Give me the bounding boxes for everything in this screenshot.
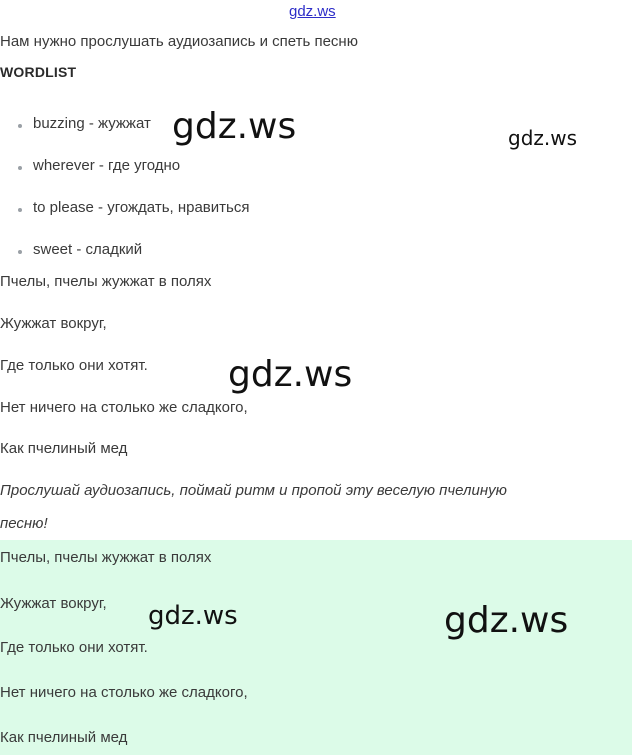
watermark: gdz.ws	[444, 600, 569, 641]
answer-line: Нет ничего на столько же сладкого,	[0, 684, 248, 701]
watermark: gdz.ws	[508, 126, 578, 150]
wordlist-heading: WORDLIST	[0, 64, 77, 80]
answer-line: Жужжат вокруг,	[0, 595, 107, 612]
answer-line: Как пчелиный мед	[0, 729, 128, 746]
watermark: gdz.ws	[172, 106, 297, 147]
wordlist-item: to please - угождать, нравиться	[33, 199, 250, 216]
bullet-icon	[18, 208, 22, 212]
poem-line: Нет ничего на столько же сладкого,	[0, 399, 248, 416]
task-text-line2: песню!	[0, 515, 48, 532]
wordlist-item: sweet - сладкий	[33, 241, 143, 258]
site-link[interactable]: gdz.ws	[289, 3, 336, 20]
task-text-line1: Прослушай аудиозапись, поймай ритм и пропой эту веселую пчелиную	[0, 482, 507, 499]
answer-line: Где только они хотят.	[0, 639, 148, 656]
poem-line: Как пчелиный мед	[0, 440, 128, 457]
bullet-icon	[18, 124, 22, 128]
watermark: gdz.ws	[148, 601, 238, 631]
poem-line: Пчелы, пчелы жужжат в полях	[0, 273, 212, 290]
wordlist-item: buzzing - жужжат	[33, 115, 151, 132]
bullet-icon	[18, 250, 22, 254]
intro-text: Нам нужно прослушать аудиозапись и спеть песню	[0, 33, 358, 50]
poem-line: Где только они хотят.	[0, 357, 148, 374]
wordlist-item: wherever - где угодно	[33, 157, 181, 174]
poem-line: Жужжат вокруг,	[0, 315, 107, 332]
bullet-icon	[18, 166, 22, 170]
answer-line: Пчелы, пчелы жужжат в полях	[0, 549, 212, 566]
watermark: gdz.ws	[228, 354, 353, 395]
